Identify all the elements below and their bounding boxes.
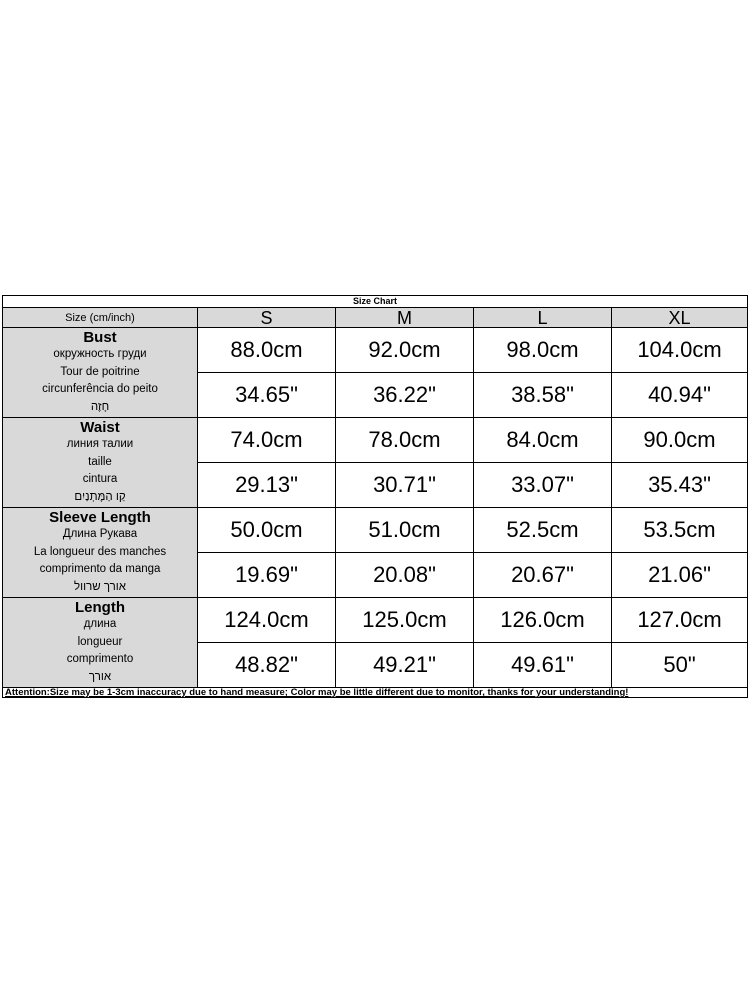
waist-label-pt: cintura	[82, 473, 118, 485]
sleeve-label-cell	[3, 508, 198, 598]
bust-cm-row	[3, 328, 748, 373]
length-label-fr: longueur	[77, 635, 123, 648]
header-size-label: Size (cm/inch)	[3, 308, 198, 328]
waist-cm-s: 74.0cm	[198, 418, 336, 463]
sleeve-inch-xl: 21.06"	[612, 553, 748, 598]
sleeve-label-ru: Длина Рукава	[62, 528, 138, 540]
header-row	[3, 308, 748, 328]
waist-cm-xl: 90.0cm	[612, 418, 748, 463]
length-inch-s: 48.82"	[198, 643, 336, 688]
sleeve-inch-s: 19.69"	[198, 553, 336, 598]
length-cm-s: 124.0cm	[198, 598, 336, 643]
sleeve-label: Sleeve Length	[49, 509, 151, 526]
bust-label: Bust	[83, 329, 117, 346]
waist-cm-l: 84.0cm	[474, 418, 612, 463]
bust-cm-m: 92.0cm	[336, 328, 474, 373]
sleeve-label-fr: La longueur des manches	[33, 545, 167, 558]
waist-label-ru: линия талии	[66, 438, 134, 450]
size-chart-table	[2, 295, 748, 698]
sleeve-cm-l: 52.5cm	[474, 508, 612, 553]
length-inch-m: 49.21"	[336, 643, 474, 688]
sleeve-inch-l: 20.67"	[474, 553, 612, 598]
length-inch-xl: 50"	[612, 643, 748, 688]
header-size-m: M	[336, 308, 474, 328]
sleeve-inch-m: 20.08"	[336, 553, 474, 598]
header-size-xl: XL	[612, 308, 748, 328]
bust-inch-s: 34.65"	[198, 373, 336, 418]
waist-inch-s: 29.13"	[198, 463, 336, 508]
length-cm-m: 125.0cm	[336, 598, 474, 643]
sleeve-cm-xl: 53.5cm	[612, 508, 748, 553]
title-row	[3, 296, 748, 308]
header-size-s: S	[198, 308, 336, 328]
bust-label-he: חָזֶה	[90, 400, 110, 413]
header-size-l: L	[474, 308, 612, 328]
bust-inch-l: 38.58"	[474, 373, 612, 418]
waist-cm-m: 78.0cm	[336, 418, 474, 463]
waist-inch-m: 30.71"	[336, 463, 474, 508]
length-label-he: אורך	[88, 670, 112, 683]
sleeve-label-pt: comprimento da manga	[39, 563, 161, 575]
waist-label-cell	[3, 418, 198, 508]
bust-label-fr: Tour de poitrine	[60, 365, 140, 378]
sleeve-label-he: אורך שרוול	[74, 580, 126, 593]
bust-inch-xl: 40.94"	[612, 373, 748, 418]
sleeve-cm-m: 51.0cm	[336, 508, 474, 553]
attention-row	[3, 688, 748, 698]
bust-cm-xl: 104.0cm	[612, 328, 748, 373]
bust-cm-l: 98.0cm	[474, 328, 612, 373]
bust-inch-m: 36.22"	[336, 373, 474, 418]
length-cm-l: 126.0cm	[474, 598, 612, 643]
length-label-pt: comprimento	[66, 653, 134, 665]
bust-label-ru: окружность груди	[53, 348, 147, 360]
size-chart	[2, 295, 747, 698]
length-inch-l: 49.61"	[474, 643, 612, 688]
sleeve-cm-row	[3, 508, 748, 553]
bust-label-pt: circunferência do peito	[42, 383, 158, 395]
waist-inch-xl: 35.43"	[612, 463, 748, 508]
waist-label-fr: taille	[88, 455, 112, 468]
length-label: Length	[75, 599, 125, 616]
length-cm-xl: 127.0cm	[612, 598, 748, 643]
bust-cm-s: 88.0cm	[198, 328, 336, 373]
length-cm-row	[3, 598, 748, 643]
sleeve-cm-s: 50.0cm	[198, 508, 336, 553]
length-label-cell	[3, 598, 198, 688]
waist-cm-row	[3, 418, 748, 463]
chart-title: Size Chart	[3, 296, 748, 308]
waist-inch-l: 33.07"	[474, 463, 612, 508]
waist-label: Waist	[80, 419, 120, 436]
attention-note: Attention:Size may be 1-3cm inaccuracy due to hand measure; Color may be little different due to monitor, thanks for your understanding!	[3, 688, 748, 698]
bust-label-cell	[3, 328, 198, 418]
waist-label-he: קַו הַמָּתְנַיִם	[74, 490, 126, 503]
length-label-ru: длина	[83, 618, 117, 630]
